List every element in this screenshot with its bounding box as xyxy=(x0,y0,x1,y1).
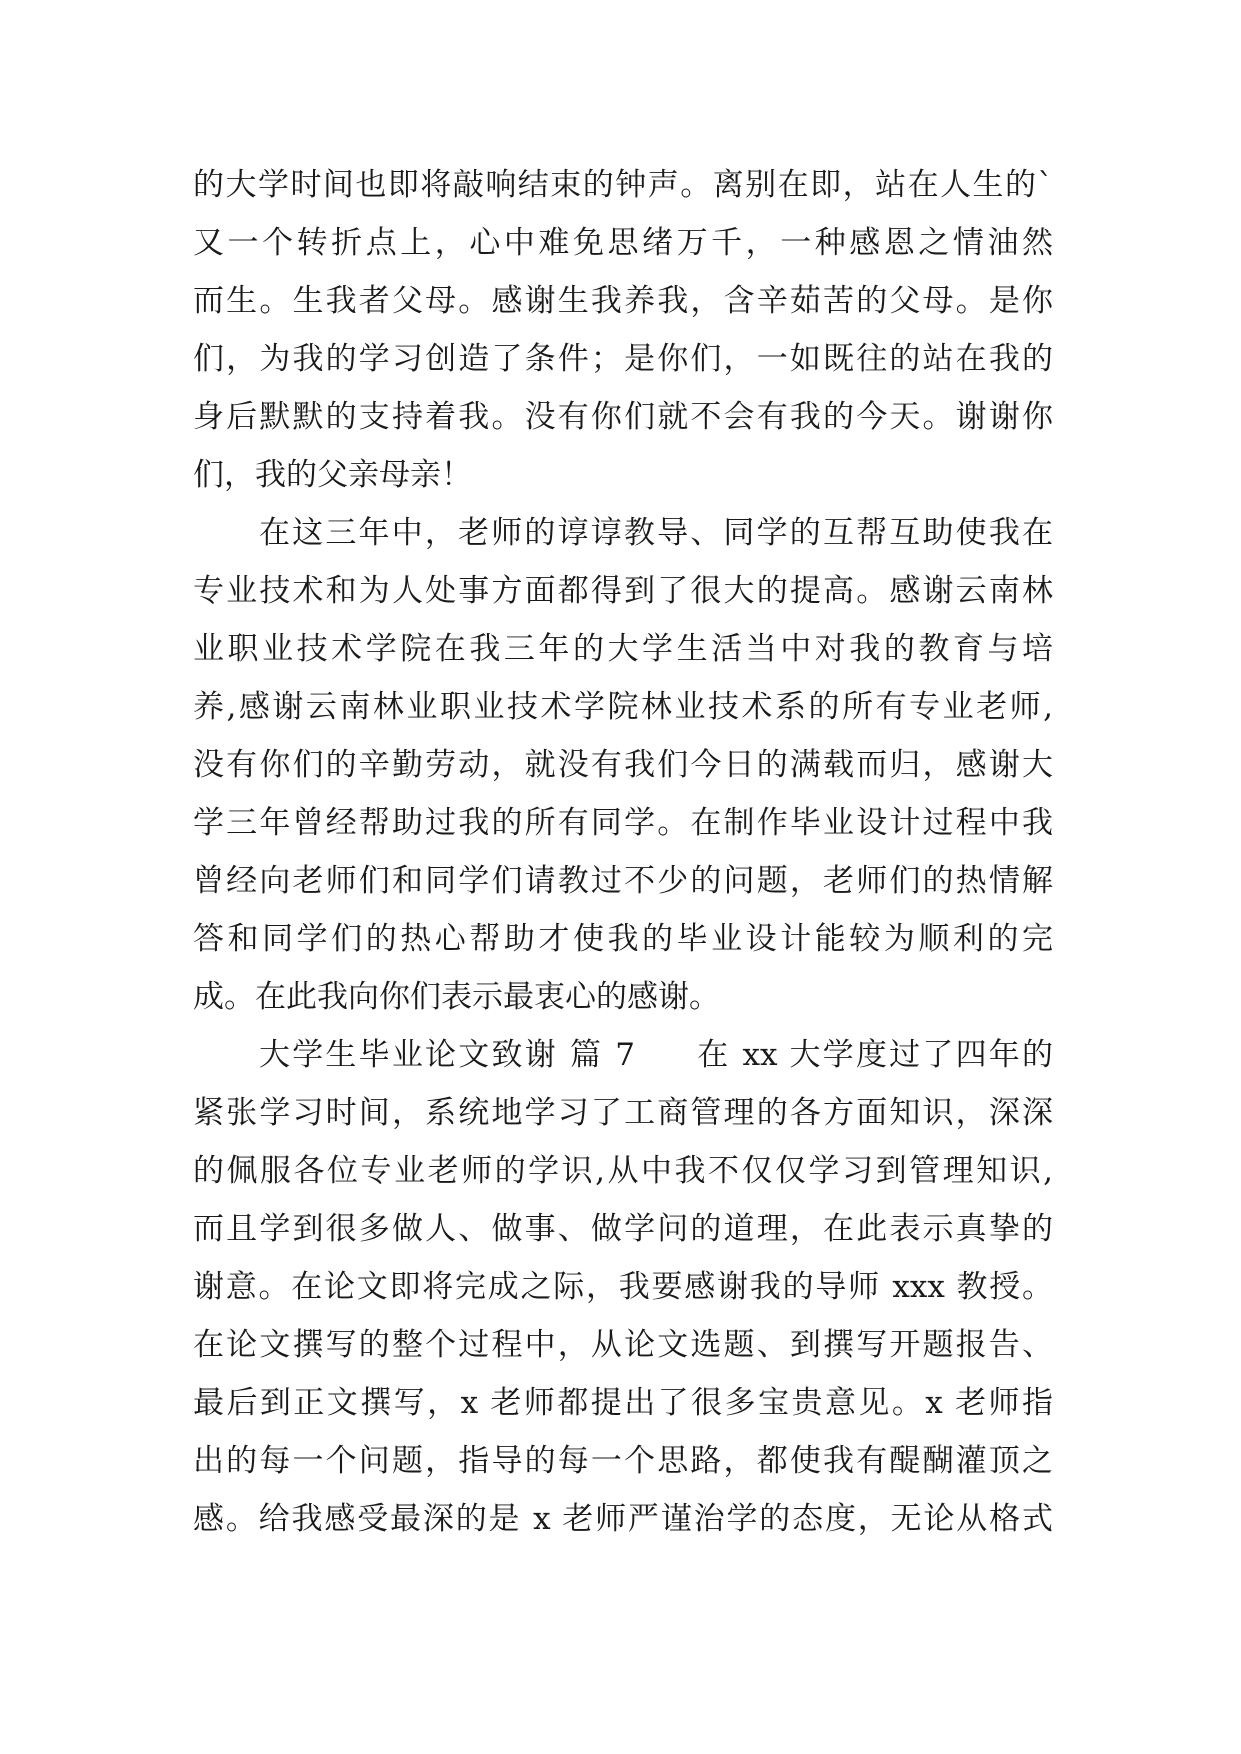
text-line: 谢意。在论文即将完成之际，我要感谢我的导师 xxx 教授。 xyxy=(193,1269,1053,1305)
text-line: 在这三年中，老师的谆谆教导、同学的互帮互助使我在 xyxy=(259,515,1053,551)
paragraph-parents xyxy=(193,156,1053,504)
paragraph-article-7 xyxy=(193,1026,1053,1548)
text-line: 曾经向老师们和同学们请教过不少的问题，老师们的热情解 xyxy=(193,863,1053,899)
text-line: 的佩服各位专业老师的学识,从中我不仅仅学习到管理知识, xyxy=(193,1153,1053,1189)
heading-line-text: 在 xx 大学度过了四年的 xyxy=(694,1037,1053,1073)
text-line: 学三年曾经帮助过我的所有同学。在制作毕业设计过程中我 xyxy=(193,805,1053,841)
text-line: 感。给我感受最深的是 x 老师严谨治学的态度，无论从格式 xyxy=(193,1501,1053,1537)
text-line xyxy=(193,1026,1053,1084)
text-line: 成。在此我向你们表示最衷心的感谢。 xyxy=(193,979,720,1015)
text-line: 的大学时间也即将敲响结束的钟声。离别在即，站在人生的` xyxy=(193,167,1053,203)
text-line: 没有你们的辛勤劳动，就没有我们今日的满载而归，感谢大 xyxy=(193,747,1053,783)
text-line: 身后默默的支持着我。没有你们就不会有我的今天。谢谢你 xyxy=(193,399,1053,435)
text-line: 而且学到很多做人、做事、做学问的道理，在此表示真挚的 xyxy=(193,1211,1053,1247)
section-heading: 大学生毕业论文致谢 篇 7 xyxy=(259,1037,635,1073)
text-line: 而生。生我者父母。感谢生我养我，含辛茹苦的父母。是你 xyxy=(193,283,1053,319)
text-line: 们，为我的学习创造了条件；是你们，一如既往的站在我的 xyxy=(193,341,1053,377)
document-body xyxy=(193,156,1053,1548)
text-line: 业职业技术学院在我三年的大学生活当中对我的教育与培 xyxy=(193,631,1053,667)
text-line: 答和同学们的热心帮助才使我的毕业设计能较为顺利的完 xyxy=(193,921,1053,957)
text-line: 在论文撰写的整个过程中，从论文选题、到撰写开题报告、 xyxy=(193,1327,1053,1363)
text-line: 们，我的父亲母亲！ xyxy=(193,457,472,493)
text-line: 出的每一个问题，指导的每一个思路，都使我有醍醐灌顶之 xyxy=(193,1443,1053,1479)
text-line: 养,感谢云南林业职业技术学院林业技术系的所有专业老师, xyxy=(193,689,1053,725)
paragraph-teachers xyxy=(193,504,1053,1026)
text-line: 最后到正文撰写，x 老师都提出了很多宝贵意见。x 老师指 xyxy=(193,1385,1053,1421)
text-line: 紧张学习时间，系统地学习了工商管理的各方面知识，深深 xyxy=(193,1095,1053,1131)
text-line: 又一个转折点上，心中难免思绪万千，一种感恩之情油然 xyxy=(193,225,1053,261)
text-line: 专业技术和为人处事方面都得到了很大的提高。感谢云南林 xyxy=(193,573,1053,609)
